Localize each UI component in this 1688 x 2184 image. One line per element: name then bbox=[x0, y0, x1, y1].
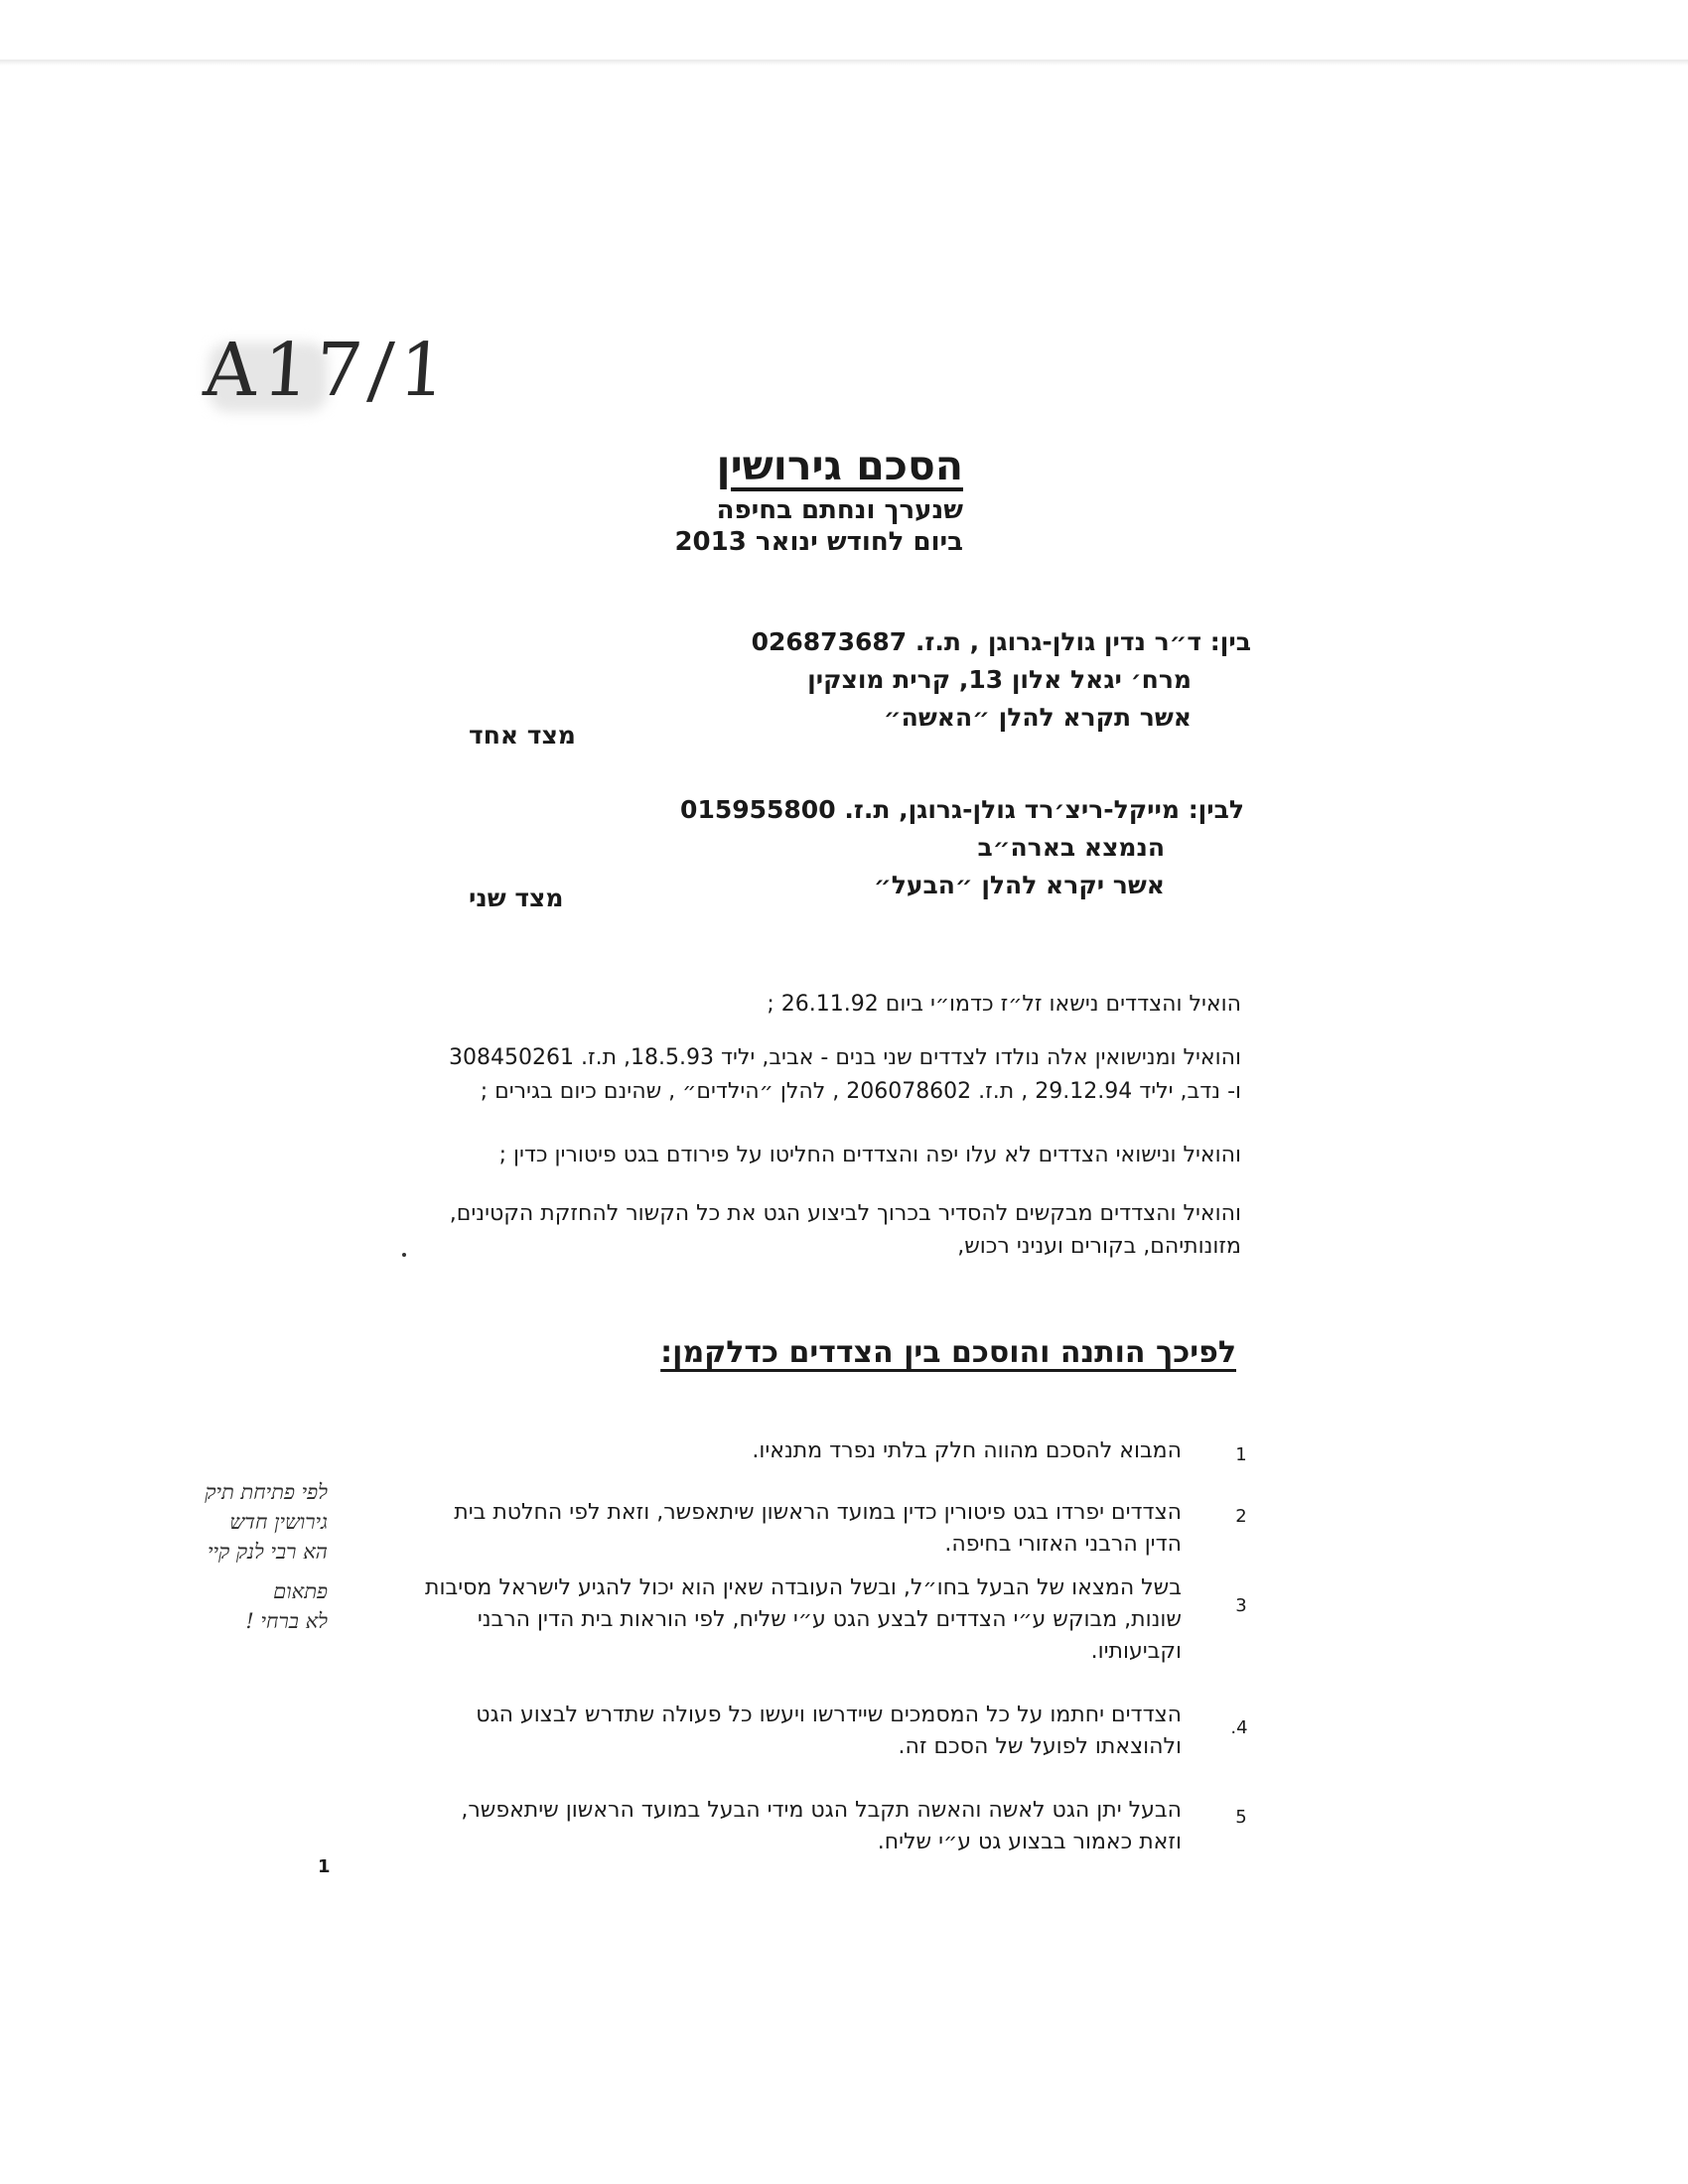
party-wife-address: מרח׳ יגאל אלון 13, קרית מוצקין bbox=[807, 665, 1192, 694]
clause-line: הצדדים יפרדו בגט פיטורין כדין במועד הראשון שיתאפשר, וזאת לפי החלטת בית bbox=[454, 1500, 1182, 1525]
handwritten-note-1 bbox=[139, 1477, 328, 1567]
scan-top-edge bbox=[0, 60, 1688, 66]
clause-5 bbox=[258, 1795, 1182, 1858]
clause-line: המבוא להסכם מהווה חלק בלתי נפרד מתנאיו. bbox=[752, 1438, 1182, 1463]
note-line: לפי פתיחת תיק bbox=[205, 1480, 328, 1504]
clause-1-number: 1 bbox=[1235, 1444, 1247, 1465]
clause-4 bbox=[258, 1700, 1182, 1763]
clause-line: וקביעותיו. bbox=[1090, 1639, 1182, 1664]
party-husband-side: מצד שני bbox=[469, 884, 564, 912]
clause-3-number: 3 bbox=[1235, 1595, 1247, 1616]
clause-line: הבעל יתן הגט לאשה והאשה תקבל הגט מידי הבעל במועד הראשון שיתאפשר, bbox=[461, 1798, 1182, 1823]
clause-line: וזאת כאמור בבצוע גט ע״י שליח. bbox=[877, 1830, 1182, 1854]
clause-line: שונות, מבוקש ע״י הצדדים לבצע הגט ע״י שליח, לפי הוראות בית הדין הרבני bbox=[477, 1607, 1182, 1632]
handwritten-note-2 bbox=[139, 1576, 328, 1636]
note-line: פתאום bbox=[273, 1579, 328, 1603]
clause-2 bbox=[258, 1497, 1182, 1561]
party-husband bbox=[680, 791, 1244, 904]
exhibit-stamp: A17/1 bbox=[201, 328, 456, 413]
party-husband-name: לבין: מייקל-ריצ׳רד גולן-גרוגן, ת.ז. 015955800 bbox=[680, 795, 1244, 824]
clause-line: בשל המצאו של הבעל בחו״ל, ובשל העובדה שאין הוא יכול להגיע לישראל מסיבות bbox=[425, 1575, 1182, 1600]
title-block bbox=[556, 442, 963, 557]
scan-speck bbox=[402, 1253, 406, 1257]
document-title: הסכם גירושין bbox=[716, 442, 963, 489]
clause-5-number: 5 bbox=[1235, 1807, 1247, 1828]
clause-line: הדין הרבני האזורי בחיפה. bbox=[944, 1532, 1182, 1557]
page-number: 1 bbox=[318, 1856, 331, 1877]
note-line: גירושין חדש bbox=[229, 1510, 328, 1534]
recital-4-line-1: והואיל והצדדים מבקשים להסדיר בכרוך לביצוע הגט את כל הקשור להחזקת הקטינים, bbox=[449, 1201, 1241, 1226]
clause-line: ולהוצאתו לפועל של הסכם זה. bbox=[898, 1734, 1182, 1759]
recital-2-line-1: והואיל ומנישואין אלה נולדו לצדדים שני בנים - אביב, יליד 18.5.93, ת.ז. 308450261 bbox=[448, 1045, 1241, 1070]
note-line: לא ברחי ! bbox=[245, 1609, 328, 1633]
document-subtitle: שנערך ונחתם בחיפה bbox=[716, 495, 963, 525]
clause-4-number: .4 bbox=[1230, 1717, 1248, 1738]
recital-4-line-2: מזונותיהם, בקורים ועניני רכוש, bbox=[957, 1234, 1241, 1259]
party-wife bbox=[752, 623, 1251, 737]
recital-3: והואיל ונישואי הצדדים לא עלו יפה והצדדים החליטו על פירודם בגט פיטורין כדין ; bbox=[498, 1143, 1241, 1167]
party-husband-location: הנמצא בארה״ב bbox=[977, 833, 1165, 862]
operative-heading: לפיכך הותנה והוסכם בין הצדדים כדלקמן: bbox=[660, 1335, 1236, 1370]
document-date: ביום לחודש ינואר 2013 bbox=[674, 527, 963, 557]
recital-1: הואיל והצדדים נישאו זל״ז כדמו״י ביום 26.11.92 ; bbox=[767, 992, 1241, 1017]
clause-3 bbox=[258, 1572, 1182, 1668]
clause-1 bbox=[258, 1435, 1182, 1467]
note-line: הא רבי לנק קיי bbox=[207, 1540, 328, 1564]
party-wife-designation: אשר תקרא להלן ״האשה״ bbox=[883, 703, 1192, 732]
party-husband-designation: אשר יקרא להלן ״הבעל״ bbox=[873, 871, 1165, 899]
party-wife-side: מצד אחד bbox=[469, 721, 576, 750]
clause-line: הצדדים יחתמו על כל המסמכים שיידרשו ויעשו כל פעולה שתדרש לבצוע הגט bbox=[476, 1703, 1182, 1727]
clause-2-number: 2 bbox=[1235, 1506, 1247, 1527]
recital-2-line-2: ו- נדב, יליד 29.12.94 , ת.ז. 206078602 , להלן ״הילדים״ , שהינם כיום בגירים ; bbox=[480, 1079, 1241, 1104]
party-wife-name: בין: ד״ר נדין גולן-גרוגן , ת.ז. 026873687 bbox=[751, 627, 1251, 656]
